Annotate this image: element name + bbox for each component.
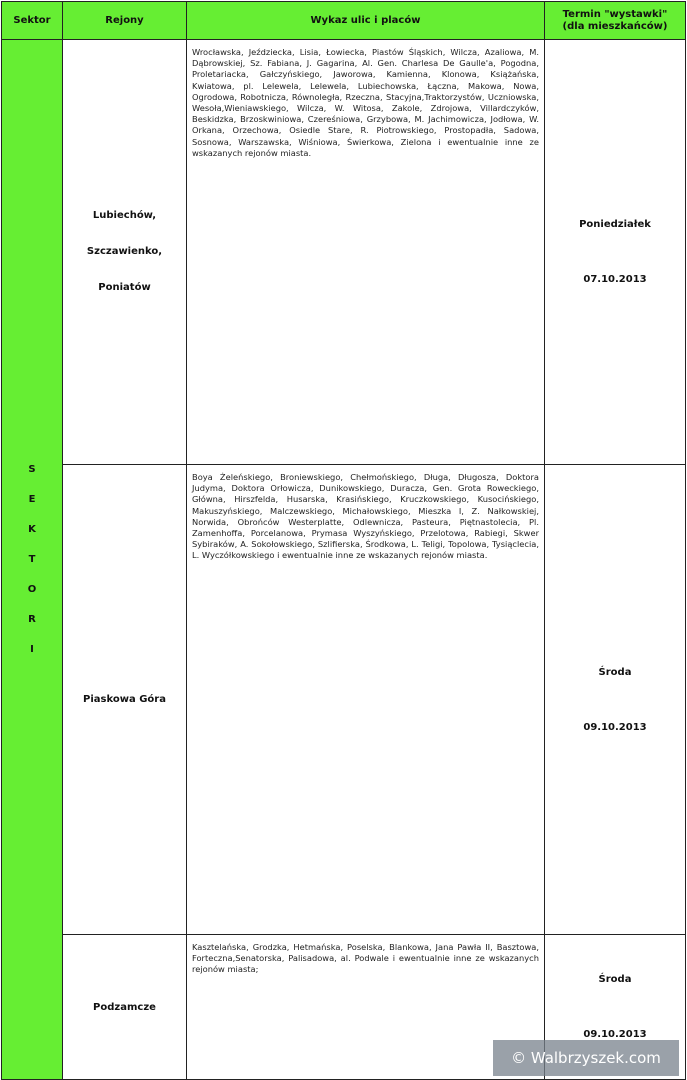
sector-letter: S <box>28 463 36 475</box>
header-termin <box>545 2 686 40</box>
schedule-table <box>1 1 686 1080</box>
header-termin-line2: (dla mieszkańców) <box>562 20 668 32</box>
sector-letter: E <box>28 493 36 505</box>
header-sektor: Sektor <box>2 2 63 40</box>
region-cell <box>63 40 187 465</box>
sector-letter: T <box>28 553 36 565</box>
region-cell <box>63 935 187 1080</box>
table-row <box>2 465 686 935</box>
watermark: © Walbrzyszek.com <box>493 1040 679 1076</box>
header-row <box>2 2 686 40</box>
header-wykaz: Wykaz ulic i placów <box>187 2 545 40</box>
pickup-day: Środa <box>598 666 632 678</box>
sector-letter: O <box>27 583 37 595</box>
region-name: Lubiechów, <box>92 210 157 221</box>
streets-list: Kasztelańska, Grodzka, Hetmańska, Poselska, Blankowa, Jana Pawła II, Basztowa, Forteczna,Senatorska, Palisadowa, al. Podwale i ewentualnie inne ze wskazanych rejonów miasta; <box>187 935 545 1080</box>
table-row <box>2 40 686 465</box>
header-rejony: Rejony <box>63 2 187 40</box>
header-termin-line1: Termin "wystawki" <box>562 8 668 20</box>
streets-list: Wrocławska, Jeździecka, Lisia, Łowiecka, Piastów Śląskich, Wilcza, Azaliowa, M. Dąbrowskiej, Sz. Fabiana, J. Gagarina, Al. Gen. Charlesa De Gaulle'a, Pogodna, Proletariacka, Gałczyńskiego, Jaworowa, Kamienna, Klonowa, Książańska, Kwiatowa, pl. Lelewela, Lelewela, Lubiechowska, Łączna, Makowa, Nowa, Ogrodowa, Robotnicza, Równoległa, Rzeczna, Stacyjna,Traktorzystów, Uczniowska, Wesoła,Wieniawskiego, Wilcza, W. Witosa, Zakole, Zdrojowa, Villardczyków, Beskidzka, Brzoskwiniowa, Czereśniowa, Grzybowa, M. Jachimowicza, Jodłowa, W. Orkana, Orzechowa, Osiedle Stare, R. Piotrowskiego, Prostopadła, Sadowa, Sosnowa, Warszawska, Wiśniowa, Świerkowa, Zielona i ewentualnie inne ze wskazanych rejonów miasta. <box>187 40 545 465</box>
sector-letter: R <box>28 613 36 625</box>
region-name: Szczawienko, <box>86 246 163 257</box>
region-name: Piaskowa Góra <box>83 694 166 705</box>
sector-letter: I <box>30 643 34 655</box>
date-cell <box>545 40 686 465</box>
sector-cell <box>2 40 63 1080</box>
pickup-date: 09.10.2013 <box>583 721 647 733</box>
pickup-day: Środa <box>598 974 632 985</box>
streets-list: Boya Żeleńskiego, Broniewskiego, Chełmońskiego, Długa, Długosza, Doktora Judyma, Doktora Orłowicza, Dunikowskiego, Duracza, Gen. Grota Roweckiego, Główna, Hirszfelda, Husarska, Krasińskiego, Kruczkowskiego, Kusocińskiego, Makuszyńskiego, Malczewskiego, Michałowskiego, Mieszka I, Z. Nałkowskiej, Norwida, Obrońców Westerplatte, Odlewnicza, Pasteura, Piętnastolecia, Pl. Zamenhoffa, Porcelanowa, Prymasa Wyszyńskiego, Przelotowa, Rabiegi, Skwer Sybiraków, A. Sokołowskiego, Szlifierska, Środkowa, L. Teligi, Topolowa, Tysiąclecia, L. Wyczółkowskiego i ewentualnie inne ze wskazanych rejonów miasta. <box>187 465 545 935</box>
region-cell <box>63 465 187 935</box>
pickup-date: 09.10.2013 <box>583 1029 647 1040</box>
region-name: Podzamcze <box>93 1001 156 1013</box>
sector-letter: K <box>28 523 36 535</box>
pickup-day: Poniedziałek <box>579 219 651 230</box>
region-name: Poniatów <box>98 282 151 293</box>
pickup-date: 07.10.2013 <box>583 274 647 285</box>
date-cell <box>545 465 686 935</box>
